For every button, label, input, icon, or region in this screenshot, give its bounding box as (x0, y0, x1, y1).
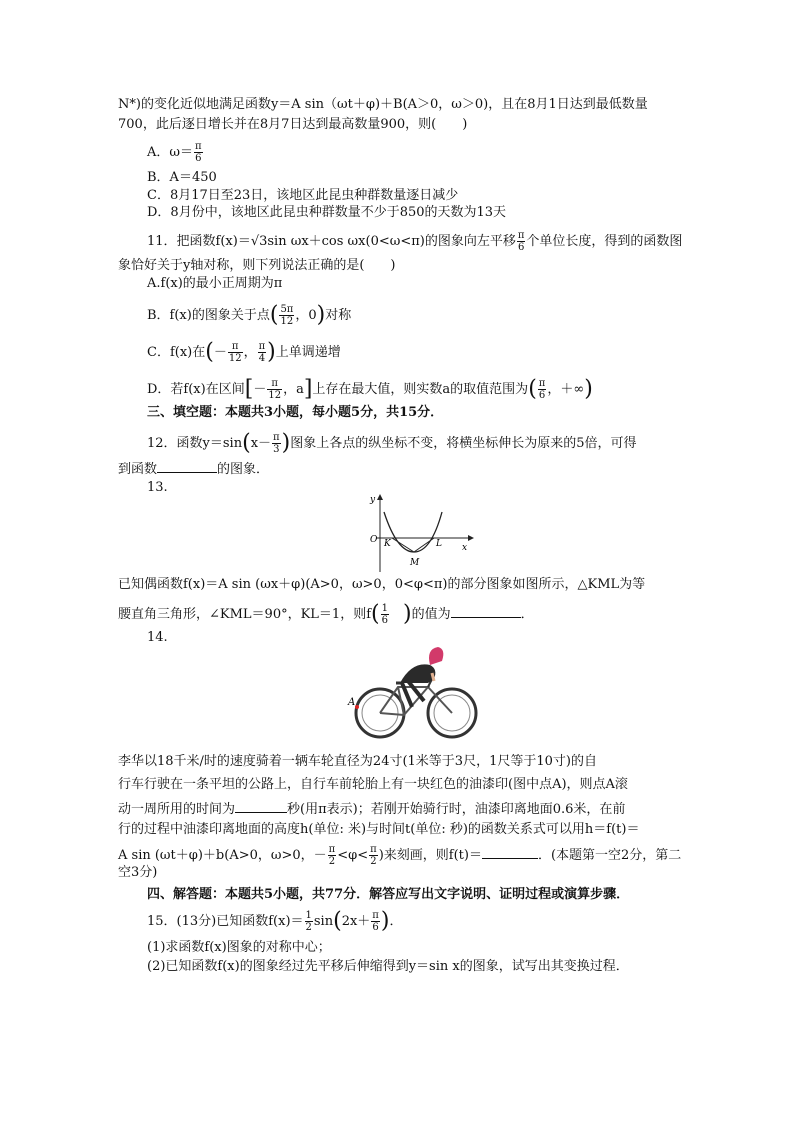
q11-shift-fraction: $\frac{\pi}{6}$ (517, 230, 525, 253)
triangle-side-km (392, 538, 414, 552)
q10-option-c: C．8月17日至23日，该地区此昆虫种群数量逐日减少 (147, 188, 459, 203)
q10-option-a-fraction: $\frac{\pi}{6}$ (195, 141, 202, 164)
point-k-label: K (384, 539, 391, 549)
q10-option-a (147, 141, 204, 164)
q14-number: 14. (147, 630, 168, 645)
rider-body (400, 664, 435, 683)
q11-option-b: B．f(x)的图象关于点( $\frac{5\pi}{12}$ ，0)对称 (147, 302, 352, 328)
y-axis-arrow-icon (377, 494, 383, 500)
q14-line5: A sin (ωt＋φ)＋b(A>0，ω>0，－ $\frac{\pi}{2}$ <φ< $\frac{\pi}{2}$ )来刻画，则f(t)＝ ．(本题第一空2分，第二 (118, 844, 682, 867)
point-l-label: L (436, 539, 442, 549)
q13-number: 13. (147, 480, 168, 495)
q10-line2: 700，此后逐日增长并在8月7日达到最高数量900，则( ) (118, 117, 468, 132)
q11-option-c: C．f(x)在(－ $\frac{\pi}{12}$ ， $\frac{\pi}{4}$ )上单调递增 (147, 339, 341, 365)
q11-option-d: D．若f(x)在区间[－ $\frac{\pi}{12}$ ，a]上存在最大值，则实数a的取值范围为( $\frac{\pi}{6}$ ，＋∞) (147, 376, 593, 402)
q10-option-d: D．8月份中，该地区此昆虫种群数量不少于850的天数为13天 (147, 205, 507, 220)
section-4-heading: 四、解答题：本题共5小题，共77分．解答应写出文字说明、证明过程或演算步骤． (147, 887, 630, 902)
q14-line4: 行的过程中油漆印离地面的高度h(单位: 米)与时间t(单位: 秒)的函数关系式可以用h＝f(t)＝ (118, 822, 640, 837)
x-axis-label: x (462, 543, 468, 553)
q14-line2: 行车行驶在一条平坦的公路上，自行车前轮胎上有一块红色的油漆印(图中点A)，则点A滚 (118, 777, 628, 792)
q11-option-a: A.f(x)的最小正周期为π (147, 276, 283, 291)
y-axis-label: y (370, 495, 376, 505)
q11-line2: 象恰好关于y轴对称，则下列说法正确的是( ) (118, 258, 396, 273)
q11-line1: 11．把函数f(x)＝√3sin ωx＋cos ωx(0<ω<π)的图象向左平移 $\frac{\pi}{6}$ 个单位长度，得到的函数图 (147, 230, 683, 253)
q10-line1: N*)的变化近似地满足函数y＝A sin（ωt＋φ)＋B(A＞0，ω＞0)，且在8月1日达到最低数量 (118, 97, 648, 112)
point-a-label: A (348, 697, 356, 708)
q14-line3: 动一周所用的时间为 秒(用π表示)；若刚开始骑行时，油漆印离地面0.6米，在前 (118, 802, 626, 817)
q13-answer-blank[interactable] (451, 605, 521, 618)
point-m-label: M (410, 558, 420, 568)
q13-line2: 腰直角三角形，∠KML＝90°，KL＝1，则f( $\frac{1}{6}$ )的值为 ． (118, 601, 534, 627)
q13-function-graph (362, 490, 474, 572)
q15-part1: (1)求函数f(x)图象的对称中心； (147, 940, 331, 955)
q12-line1: 12．函数y＝sin(x－ $\frac{\pi}{3}$ )图象上各点的纵坐标不变，将横坐标伸长为原来的5倍，可得 (147, 430, 637, 456)
q12-line2: 到函数 的图象． (118, 462, 270, 477)
origin-label: O (370, 535, 378, 545)
q13-line1: 已知偶函数f(x)＝A sin (ωx＋φ)(A>0，ω>0，0<φ<π)的部分图象如图所示，△KML为等 (118, 577, 646, 592)
q14-answer-blank-1[interactable] (235, 800, 287, 813)
q15-line1: 15．(13分)已知函数f(x)＝ $\frac{1}{2}$ sin(2x＋ $\frac{\pi}{6}$ )． (147, 908, 403, 934)
q14-cyclist-image (342, 643, 482, 743)
q15-part2: (2)已知函数f(x)的图象经过先平移后伸缩得到y＝sin x的图象，试写出其变换过程． (147, 959, 629, 974)
q10-option-b: B．A＝450 (147, 170, 217, 185)
q14-line1: 李华以18千米/时的速度骑着一辆车轮直径为24寸(1米等于3尺，1尺等于10寸)的自 (118, 754, 597, 769)
sine-curve (384, 512, 442, 552)
section-3-heading: 三、填空题：本题共3小题，每小题5分，共15分． (147, 405, 444, 420)
x-axis-arrow-icon (468, 535, 474, 541)
paint-mark-point (355, 705, 359, 709)
q10-option-a-label: A．ω＝ (147, 145, 193, 160)
q12-answer-blank[interactable] (157, 460, 217, 473)
rider-helmet (429, 647, 443, 665)
triangle-side-ml (414, 538, 434, 552)
q14-answer-blank-2[interactable] (482, 846, 538, 859)
q14-line6: 空3分) (118, 865, 158, 880)
